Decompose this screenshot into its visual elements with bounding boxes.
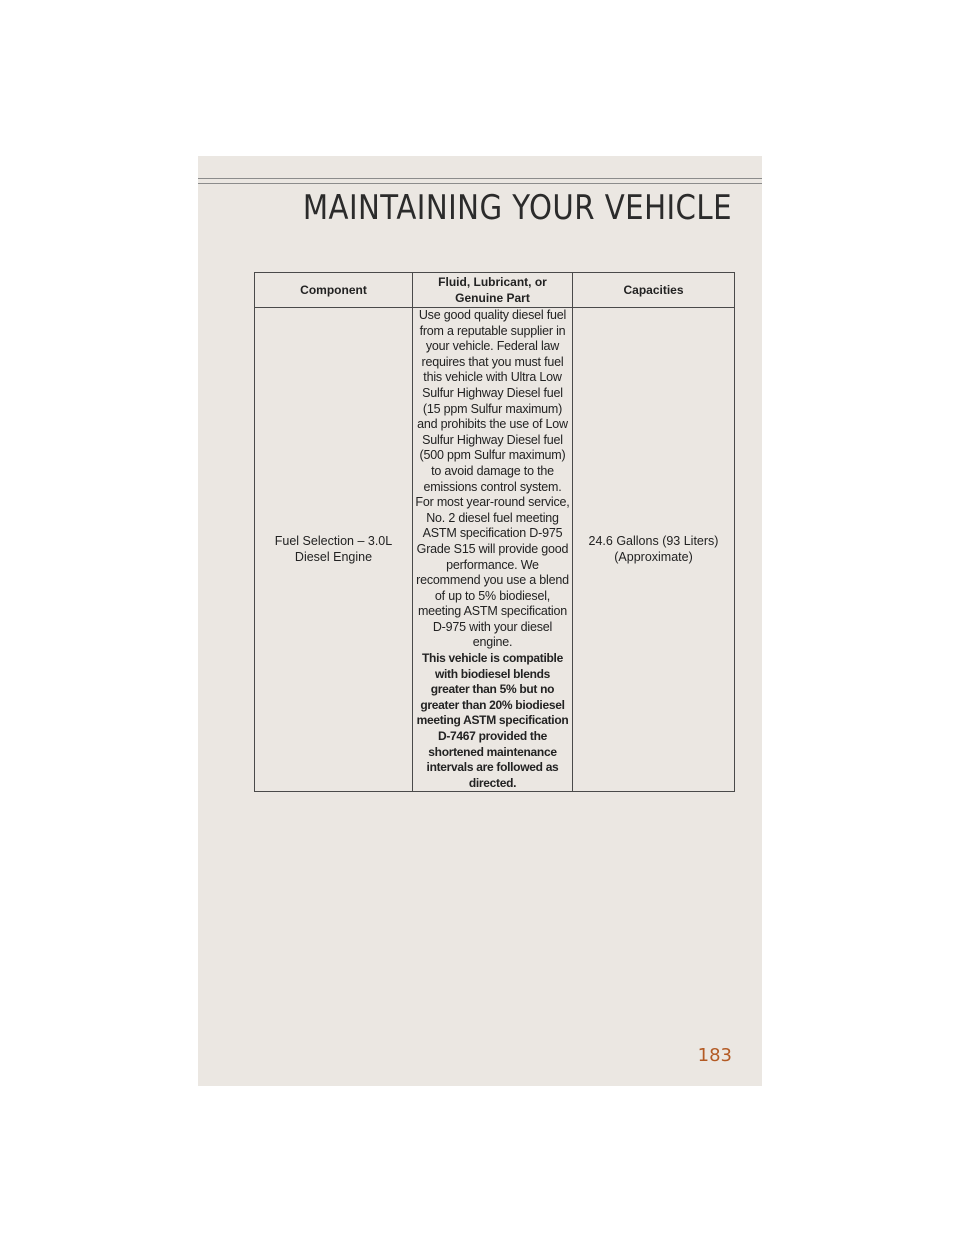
fluid-capacities-table (254, 272, 735, 792)
header-component: Component (255, 273, 413, 308)
fluid-compatibility-note: This vehicle is compatible with biodiesel blends greater than 5% but no greater than 20% biodiesel meeting ASTM specification D-7467 provided the shortened maintenance intervals are followed as directed. (416, 651, 569, 790)
cell-capacity: 24.6 Gallons (93 Liters) (Approximate) (573, 308, 735, 792)
table-row (255, 308, 735, 792)
fluid-description: Use good quality diesel fuel from a reputable supplier in your vehicle. Federal law requires that you must fuel this vehicle with Ultra Low Sulfur Highway Diesel fuel (15 ppm Sulfur maximum) and prohibits the use of Low Sulfur Highway Diesel fuel (500 ppm Sulfur maximum) to avoid damage to the emissions control system. For most year-round service, No. 2 diesel fuel meeting ASTM specification D-975 Grade S15 will provide good performance. We recommend you use a blend of up to 5% biodiesel, meeting ASTM specification D-975 with your diesel engine. (415, 308, 570, 650)
manual-page (198, 156, 762, 1086)
page-number: 183 (697, 1045, 732, 1066)
header-fluid: Fluid, Lubricant, or Genuine Part (413, 273, 573, 308)
table-header-row (255, 273, 735, 308)
header-rule-top (198, 178, 762, 179)
header-rule-bottom (198, 183, 762, 184)
cell-fluid (413, 308, 573, 792)
header-capacities: Capacities (573, 273, 735, 308)
cell-component: Fuel Selection – 3.0L Diesel Engine (255, 308, 413, 792)
section-title: MAINTAINING YOUR VEHICLE (302, 188, 732, 228)
